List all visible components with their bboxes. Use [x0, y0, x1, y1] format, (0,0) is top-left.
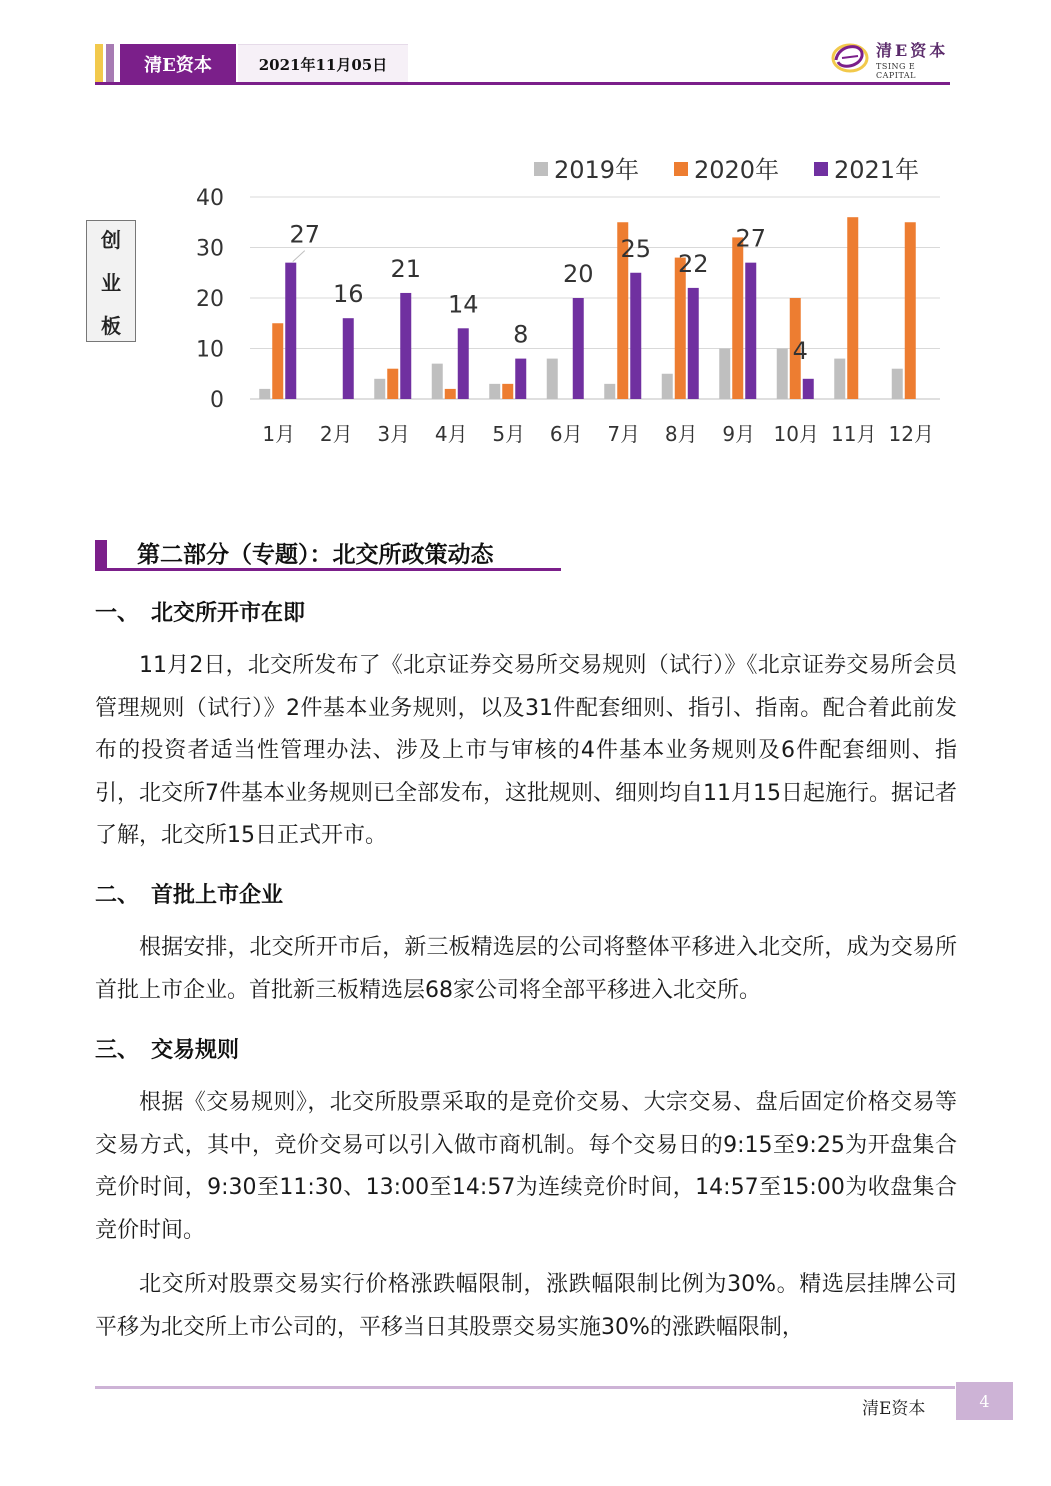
x-tick-label: 11月 — [831, 422, 877, 446]
legend-swatch — [534, 162, 548, 176]
x-tick-label: 10月 — [773, 422, 819, 446]
footer-brand: 清E资本 — [862, 1399, 926, 1419]
heading-2 — [95, 878, 283, 909]
bar — [675, 258, 686, 399]
data-label: 20 — [562, 260, 594, 288]
bar — [547, 359, 558, 399]
paragraph-2: 根据安排，北交所开市后，新三板精选层的公司将整体平移进入北交所，成为交易所首批上市企业。首批新三板精选层68家公司将全部平移进入北交所。 — [95, 935, 957, 1003]
bar — [892, 369, 903, 399]
x-tick-label: 4月 — [434, 422, 468, 446]
header-date: 2021年11月05日 — [238, 44, 408, 84]
bar — [803, 379, 814, 399]
paragraph-1: 11月2日，北交所发布了《北京证券交易所交易规则（试行）》《北京证券交易所会员管理规则（试行）》2件基本业务规则，以及31件配套细则、指引、指南。配合着此前发布的投资者适当性管理办法、涉及上市与审核的4件基本业务规则及6件配套细则、指引，北交所7件基本业务规则已全部发布，这批规则、细则均自11月15日起施行。据记者了解，北交所15日正式开市。 — [95, 653, 957, 848]
bar — [374, 379, 385, 399]
paragraph-3: 根据《交易规则》，北交所股票采取的是竞价交易、大宗交易、盘后固定价格交易等交易方式，其中，竞价交易可以引入做市商机制。每个交易日的9:15至9:25为开盘集合竞价时间，9:30至11:30、13:00至14:57为连续竞价时间，14:57至15:00为收盘集合竞价时间。 — [95, 1090, 957, 1243]
heading-number: 二、 — [95, 883, 140, 908]
bar — [573, 298, 584, 399]
bar — [445, 389, 456, 399]
side-label-char: 创 — [101, 227, 121, 252]
x-tick-label: 2月 — [319, 422, 353, 446]
data-label-leader — [293, 251, 305, 262]
section-title-text: 第二部分（专题）：北交所政策动态 — [137, 542, 494, 568]
y-tick-label: 20 — [196, 287, 224, 312]
legend-label: 2019年 — [554, 156, 640, 184]
bar — [432, 364, 443, 399]
x-tick-label: 9月 — [722, 422, 756, 446]
bar — [387, 369, 398, 399]
x-tick-label: 7月 — [607, 422, 641, 446]
data-label: 27 — [735, 224, 767, 253]
header-brand: 清E资本 — [120, 44, 236, 84]
x-tick-label: 5月 — [492, 422, 526, 446]
bar — [604, 384, 615, 399]
heading-text: 北交所开市在即 — [151, 601, 306, 626]
bar — [489, 384, 500, 399]
data-label: 22 — [677, 249, 709, 278]
heading-number: 一、 — [95, 601, 140, 626]
bar — [719, 349, 730, 400]
y-tick-label: 40 — [196, 186, 224, 211]
data-label: 14 — [447, 290, 479, 319]
legend-swatch — [674, 162, 688, 176]
bar-chart — [0, 0, 1051, 470]
bar — [272, 323, 283, 399]
x-tick-label: 8月 — [664, 422, 698, 446]
y-tick-label: 0 — [210, 388, 224, 413]
heading-number: 三、 — [95, 1038, 140, 1063]
data-label: 25 — [620, 234, 652, 263]
x-tick-label: 6月 — [549, 422, 583, 446]
data-label: 16 — [332, 280, 364, 309]
bar — [502, 384, 513, 399]
bar — [662, 374, 673, 399]
bar — [343, 318, 354, 399]
legend-label: 2020年 — [694, 156, 780, 184]
heading-1 — [95, 596, 305, 627]
x-tick-label: 12月 — [888, 422, 934, 446]
y-tick-label: 30 — [196, 236, 224, 262]
paragraph-4: 北交所对股票交易实行价格涨跌幅限制，涨跌幅限制比例为30%。精选层挂牌公司平移为北交所上市公司的，平移当日其股票交易实施30%的涨跌幅限制， — [95, 1272, 957, 1340]
heading-3 — [95, 1033, 239, 1064]
data-label: 8 — [513, 320, 529, 349]
bar — [688, 288, 699, 399]
bar — [905, 222, 916, 399]
data-label: 27 — [289, 220, 321, 249]
data-label: 21 — [390, 254, 422, 283]
bar — [777, 349, 788, 400]
section-title — [95, 536, 561, 571]
side-label-char: 板 — [101, 313, 121, 338]
bar — [630, 273, 641, 399]
bar — [732, 237, 743, 399]
side-label-char: 业 — [101, 270, 121, 295]
logo-chinese-text: 清E资本 — [876, 41, 949, 60]
logo-english-text: TSING E CAPITAL — [876, 62, 916, 80]
bar — [847, 217, 858, 399]
page-number: 4 — [956, 1382, 1013, 1420]
bar — [834, 359, 845, 399]
legend-label: 2021年 — [834, 156, 920, 184]
bar — [515, 359, 526, 399]
bar — [400, 293, 411, 399]
y-tick-label: 10 — [196, 337, 224, 363]
legend-swatch — [814, 162, 828, 176]
heading-text: 首批上市企业 — [151, 883, 284, 908]
footer-rule — [95, 1386, 955, 1389]
x-tick-label: 1月 — [262, 422, 296, 446]
bar — [259, 389, 270, 399]
bar — [285, 263, 296, 399]
section-title-bar — [95, 540, 107, 568]
data-label: 4 — [792, 336, 808, 365]
x-tick-label: 3月 — [377, 422, 411, 446]
bar — [745, 263, 756, 399]
bar — [458, 328, 469, 399]
heading-text: 交易规则 — [151, 1038, 240, 1063]
